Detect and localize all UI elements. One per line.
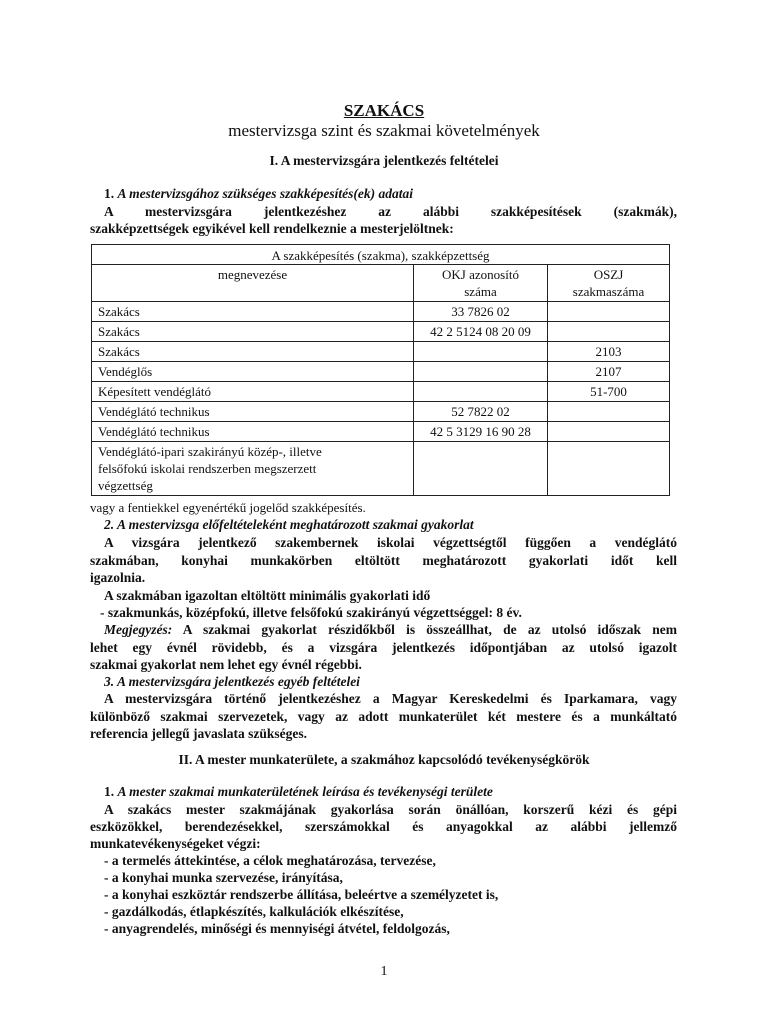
cell-name: Vendéglátó technikus xyxy=(92,422,414,442)
table-row xyxy=(92,402,670,422)
cell-okj: 52 7822 02 xyxy=(414,402,548,422)
s1-item2-p1-line1: A vizsgára jelentkező szakembernek iskolai végzettségtől függően a vendéglátó xyxy=(104,535,677,550)
s2-item1-line1: A szakács mester szakmájának gyakorlása során önállóan, korszerű kézi és gépi xyxy=(104,802,677,817)
s1-item3-line2: különböző szakmai szervezetek, vagy az adott munkaterület két mestere és a munkáltató xyxy=(90,709,677,724)
cell-okj: 42 2 5124 08 20 09 xyxy=(414,322,548,342)
table-col-oszj-header xyxy=(548,265,670,302)
table-col-okj-header xyxy=(414,265,548,302)
cell-okj: 33 7826 02 xyxy=(414,302,548,322)
list-item: - a konyhai munka szervezése, irányítása, xyxy=(104,870,343,885)
s1-item3-line1: A mestervizsgára történő jelentkezéshez a Magyar Kereskedelmi és Iparkamara, vagy xyxy=(104,691,677,706)
last-row-line3: végzettség xyxy=(98,478,153,493)
cell-okj xyxy=(414,382,548,402)
table-row xyxy=(92,442,670,496)
table-col-name-header: megnevezése xyxy=(92,265,414,302)
table-row xyxy=(92,322,670,342)
okj-header-line2: száma xyxy=(464,284,497,299)
cell-name-multiline xyxy=(92,442,414,496)
cell-oszj: 2103 xyxy=(548,342,670,362)
table-row xyxy=(92,362,670,382)
table-header-row xyxy=(92,245,670,265)
last-row-line1: Vendéglátó-ipari szakirányú közép-, illetve xyxy=(98,444,322,459)
table-header-top: A szakképesítés (szakma), szakképzettség xyxy=(92,245,670,265)
s1-item2-p3: - szakmunkás, középfokú, illetve felsőfokú szakirányú végzettséggel: 8 év. xyxy=(100,605,522,620)
cell-oszj xyxy=(548,322,670,342)
s2-item1-title: A mester szakmai munkaterületének leírása és tevékenységi területe xyxy=(117,784,493,799)
s2-item1-number: 1. xyxy=(104,784,115,799)
cell-okj: 42 5 3129 16 90 28 xyxy=(414,422,548,442)
page-subtitle: mestervizsga szint és szakmai követelmények xyxy=(228,121,540,140)
oszj-header-line1: OSZJ xyxy=(593,267,624,282)
s1-item2-p1-line2: szakmában, konyhai munkakörben eltöltött meghatározott gyakorlati időt kell xyxy=(90,553,677,568)
s1-item3-heading: 3. A mestervizsgára jelentkezés egyéb feltételei xyxy=(104,674,360,689)
oszj-header-line2: szakmaszáma xyxy=(572,284,645,299)
table-row xyxy=(92,302,670,322)
table-row xyxy=(92,382,670,402)
cell-name: Vendéglátó technikus xyxy=(92,402,414,422)
s2-item1-line2: eszközökkel, berendezésekkel, szerszámokkal és anyagokkal az alábbi jellemző xyxy=(90,819,677,834)
s1-item1-text-line2: szakképzettségek egyikével kell rendelkeznie a mesterjelöltnek: xyxy=(90,221,454,236)
qualifications-table xyxy=(91,244,670,496)
s1-item2-note-line3: szakmai gyakorlat nem lehet egy évnél régebbi. xyxy=(90,657,362,672)
note-label: Megjegyzés: xyxy=(104,622,173,637)
section-2-heading: II. A mester munkaterülete, a szakmához kapcsolódó tevékenységkörök xyxy=(178,752,590,767)
okj-header-line1: OKJ azonosító xyxy=(442,267,519,282)
s2-item1-line3: munkatevékenységeket végzi: xyxy=(90,836,261,851)
cell-oszj-empty xyxy=(548,442,670,496)
list-item: - a konyhai eszköztár rendszerbe állítása, beleértve a személyzetet is, xyxy=(104,887,499,902)
page-title: SZAKÁCS xyxy=(343,101,425,120)
cell-name: Szakács xyxy=(92,302,414,322)
cell-okj xyxy=(414,342,548,362)
s1-item2-p1-line3: igazolnia. xyxy=(90,570,146,585)
after-table-note: vagy a fentiekkel egyenértékű jogelőd szakképesítés. xyxy=(90,500,366,515)
cell-oszj xyxy=(548,302,670,322)
note-line1-text: A szakmai gyakorlat részidőkből is összeállhat, de az utolsó időszak nem xyxy=(182,622,678,637)
last-row-line2: felsőfokú iskolai rendszerben megszerzett xyxy=(98,461,317,476)
s2-item1-heading xyxy=(90,783,677,801)
page-number: 1 xyxy=(380,964,388,979)
cell-oszj xyxy=(548,402,670,422)
s1-item2-p2: A szakmában igazoltan eltöltött minimális gyakorlati idő xyxy=(104,588,431,603)
section-1-heading: I. A mestervizsgára jelentkezés feltételei xyxy=(269,153,499,168)
cell-oszj xyxy=(548,422,670,442)
cell-okj-empty xyxy=(414,442,548,496)
s1-item2-note-line2: lehet egy évnél rövidebb, és a vizsgára jelentkezés időpontjában az utolsó igazolt xyxy=(90,640,677,655)
cell-okj xyxy=(414,362,548,382)
cell-name: Vendéglős xyxy=(92,362,414,382)
cell-oszj: 2107 xyxy=(548,362,670,382)
s1-item1-number: 1. xyxy=(104,186,115,201)
list-item: - a termelés áttekintése, a célok meghatározása, tervezése, xyxy=(104,853,436,868)
s1-item3-line3: referencia jellegű javaslata szükséges. xyxy=(90,726,307,741)
list-item: - anyagrendelés, minőségi és mennyiségi átvétel, feldolgozás, xyxy=(104,921,450,936)
cell-name: Képesített vendéglátó xyxy=(92,382,414,402)
table-header-row xyxy=(92,265,670,302)
list-item: - gazdálkodás, étlapkészítés, kalkulációk elkészítése, xyxy=(104,904,404,919)
table-row xyxy=(92,422,670,442)
s1-item1-text-line1: A mestervizsgára jelentkezéshez az alábbi szakképesítések (szakmák), xyxy=(104,204,677,219)
cell-name: Szakács xyxy=(92,342,414,362)
s1-item1-heading xyxy=(90,185,677,203)
cell-oszj: 51-700 xyxy=(548,382,670,402)
s1-item2-heading: 2. A mestervizsga előfeltételeként meghatározott szakmai gyakorlat xyxy=(104,517,474,532)
s1-item2-note-line1 xyxy=(90,621,677,639)
table-row xyxy=(92,342,670,362)
cell-name: Szakács xyxy=(92,322,414,342)
s1-item1-title: A mestervizsgához szükséges szakképesítés(ek) adatai xyxy=(117,186,413,201)
